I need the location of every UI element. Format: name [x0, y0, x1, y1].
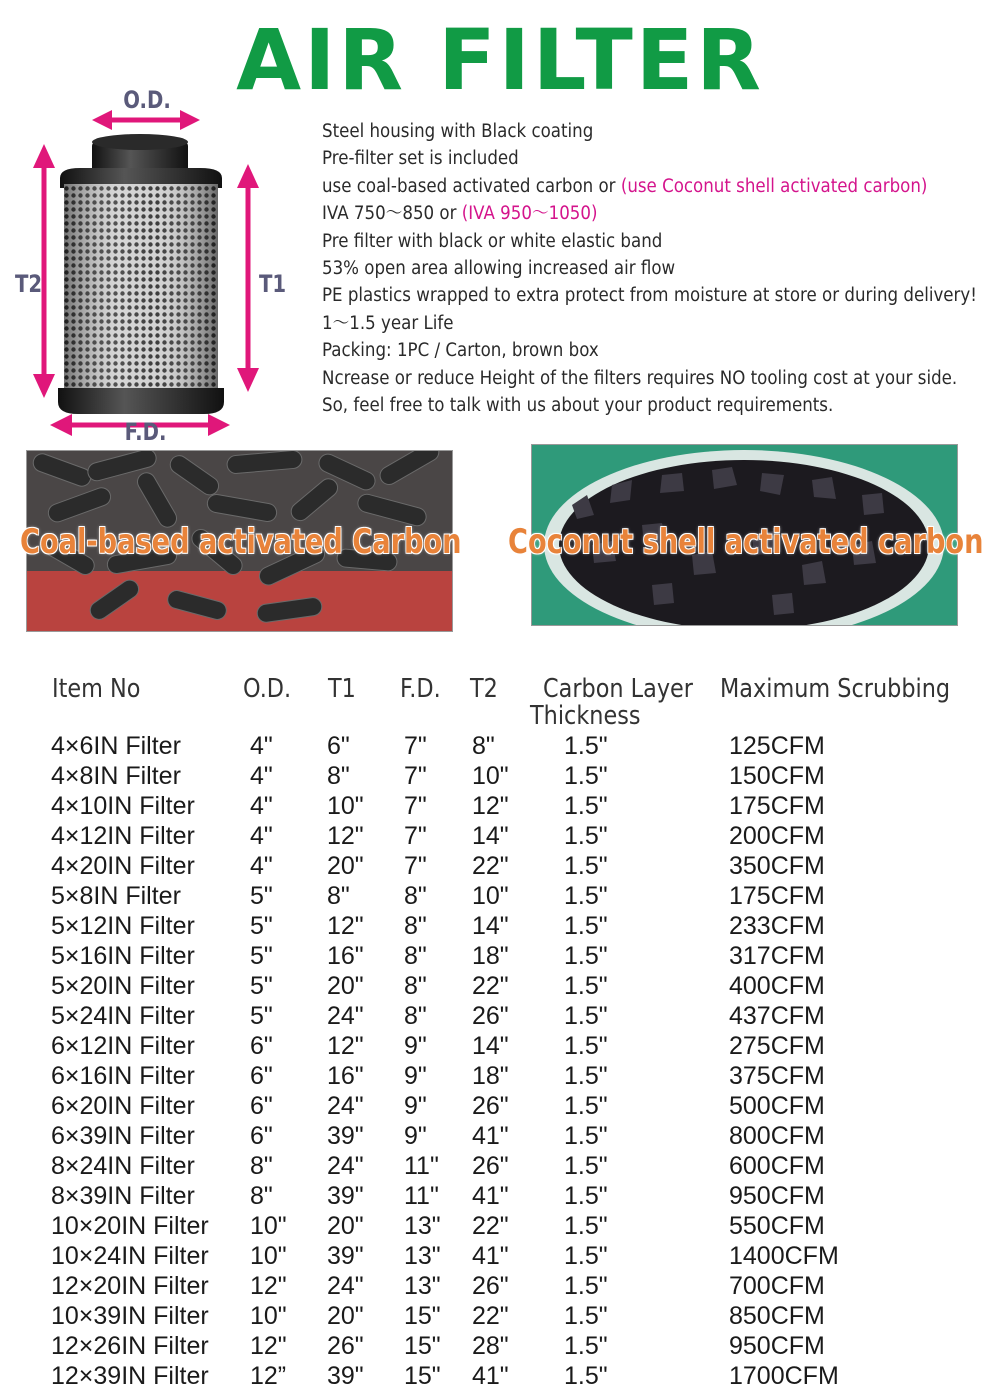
table-row — [0, 911, 1000, 941]
cell-carbon-thickness: 1.5" — [564, 732, 608, 760]
cell-carbon-thickness: 1.5" — [564, 1182, 608, 1210]
table-row — [0, 971, 1000, 1001]
cell-t1: 8" — [327, 882, 350, 910]
cell-od: 10" — [250, 1302, 287, 1330]
cell-item-no: 4×12IN Filter — [51, 822, 195, 850]
cell-item-no: 12×26IN Filter — [51, 1332, 209, 1360]
cell-t2: 14" — [472, 1032, 509, 1060]
cell-fd: 13" — [404, 1212, 441, 1240]
header-max-scrubbing: Maximum Scrubbing — [720, 674, 951, 704]
cell-t2: 14" — [472, 822, 509, 850]
cell-item-no: 8×24IN Filter — [51, 1152, 195, 1180]
cell-t1: 24" — [327, 1152, 364, 1180]
cell-od: 6" — [250, 1092, 273, 1120]
cell-t1: 12" — [327, 1032, 364, 1060]
cell-t2: 41" — [472, 1182, 509, 1210]
cell-fd: 9" — [404, 1122, 427, 1150]
cell-item-no: 4×8IN Filter — [51, 762, 181, 790]
cell-carbon-thickness: 1.5" — [564, 1272, 608, 1300]
spec-item: PE plastics wrapped to extra protect from moisture at store or during delivery! — [322, 285, 977, 307]
header-thickness: Thickness — [530, 701, 641, 731]
cell-t1: 24" — [327, 1092, 364, 1120]
cell-max-scrubbing: 175CFM — [729, 792, 825, 820]
cell-t1: 10" — [327, 792, 364, 820]
cell-od: 5" — [250, 912, 273, 940]
table-row — [0, 1061, 1000, 1091]
cell-carbon-thickness: 1.5" — [564, 792, 608, 820]
header-t2: T2 — [470, 674, 498, 704]
cell-fd: 11" — [404, 1152, 439, 1180]
cell-od: 6" — [250, 1122, 273, 1150]
cell-fd: 8" — [404, 972, 427, 1000]
cell-t2: 26" — [472, 1152, 509, 1180]
table-row — [0, 1211, 1000, 1241]
spec-item: use coal-based activated carbon or (use Coconut shell activated carbon) — [322, 175, 928, 197]
cell-item-no: 5×12IN Filter — [51, 912, 195, 940]
cell-max-scrubbing: 275CFM — [729, 1032, 825, 1060]
cell-t2: 18" — [472, 942, 509, 970]
spec-list — [322, 118, 992, 419]
cell-fd: 15" — [404, 1332, 441, 1360]
cell-max-scrubbing: 600CFM — [729, 1152, 825, 1180]
table-row — [0, 1301, 1000, 1331]
cell-t2: 10" — [472, 762, 509, 790]
cell-fd: 7" — [404, 852, 427, 880]
spec-item: 53% open area allowing increased air flow — [322, 257, 676, 279]
cell-max-scrubbing: 950CFM — [729, 1332, 825, 1360]
cell-fd: 15" — [404, 1362, 441, 1390]
cell-t1: 24" — [327, 1002, 364, 1030]
cell-od: 4" — [250, 792, 273, 820]
cell-t2: 26" — [472, 1272, 509, 1300]
cell-t2: 8" — [472, 732, 495, 760]
spec-highlight: (IVA 950～1050) — [461, 203, 598, 225]
cell-item-no: 4×10IN Filter — [51, 792, 195, 820]
cell-od: 12” — [250, 1362, 287, 1390]
cell-t1: 39" — [327, 1242, 364, 1270]
cell-t1: 26" — [327, 1332, 364, 1360]
cell-od: 10" — [250, 1212, 287, 1240]
cell-item-no: 10×39IN Filter — [51, 1302, 209, 1330]
cell-item-no: 5×16IN Filter — [51, 942, 195, 970]
cell-fd: 7" — [404, 822, 427, 850]
cell-item-no: 10×20IN Filter — [51, 1212, 209, 1240]
cell-max-scrubbing: 850CFM — [729, 1302, 825, 1330]
cell-od: 10" — [250, 1242, 287, 1270]
cell-item-no: 10×24IN Filter — [51, 1242, 209, 1270]
cell-t2: 41" — [472, 1242, 509, 1270]
table-row — [0, 1121, 1000, 1151]
page-title: AIR FILTER — [236, 11, 764, 109]
cell-od: 4" — [250, 732, 273, 760]
table-row — [0, 941, 1000, 971]
table-row — [0, 761, 1000, 791]
spec-item: Pre filter with black or white elastic band — [322, 230, 663, 252]
cell-max-scrubbing: 233CFM — [729, 912, 825, 940]
cell-fd: 13" — [404, 1242, 441, 1270]
cell-fd: 9" — [404, 1062, 427, 1090]
cell-fd: 7" — [404, 762, 427, 790]
cell-item-no: 4×20IN Filter — [51, 852, 195, 880]
header-item-no: Item No — [52, 674, 141, 704]
cell-t2: 41" — [472, 1362, 509, 1390]
cell-carbon-thickness: 1.5" — [564, 1122, 608, 1150]
cell-t1: 20" — [327, 1302, 364, 1330]
spec-item: Packing: 1PC / Carton, brown box — [322, 340, 599, 362]
cell-carbon-thickness: 1.5" — [564, 852, 608, 880]
cell-fd: 7" — [404, 732, 427, 760]
cell-od: 4" — [250, 852, 273, 880]
cell-max-scrubbing: 1400CFM — [729, 1242, 839, 1270]
filter-illustration — [0, 80, 310, 450]
cell-t1: 16" — [327, 942, 364, 970]
table-row — [0, 1001, 1000, 1031]
coconut-carbon-label: Coconut shell activated carbon — [508, 522, 984, 562]
spec-item: Ncrease or reduce Height of the filters requires NO tooling cost at your side. — [322, 367, 958, 389]
cell-od: 8" — [250, 1182, 273, 1210]
table-row — [0, 1151, 1000, 1181]
cell-max-scrubbing: 317CFM — [729, 942, 825, 970]
spec-item: Pre-filter set is included — [322, 148, 519, 170]
cell-t2: 26" — [472, 1092, 509, 1120]
cell-item-no: 6×16IN Filter — [51, 1062, 195, 1090]
cell-max-scrubbing: 150CFM — [729, 762, 825, 790]
cell-od: 6" — [250, 1062, 273, 1090]
t1-label: T1 — [258, 270, 287, 298]
cell-fd: 7" — [404, 792, 427, 820]
cell-fd: 8" — [404, 1002, 427, 1030]
spec-highlight: (use Coconut shell activated carbon) — [620, 175, 928, 197]
cell-item-no: 12×39IN Filter — [51, 1362, 209, 1390]
cell-od: 5" — [250, 972, 273, 1000]
cell-carbon-thickness: 1.5" — [564, 1212, 608, 1240]
cell-max-scrubbing: 950CFM — [729, 1182, 825, 1210]
cell-max-scrubbing: 400CFM — [729, 972, 825, 1000]
cell-carbon-thickness: 1.5" — [564, 1242, 608, 1270]
cell-carbon-thickness: 1.5" — [564, 1032, 608, 1060]
cell-fd: 8" — [404, 912, 427, 940]
cell-od: 4" — [250, 762, 273, 790]
cell-max-scrubbing: 800CFM — [729, 1122, 825, 1150]
table-row — [0, 881, 1000, 911]
cell-t2: 22" — [472, 1302, 509, 1330]
cell-t1: 12" — [327, 822, 364, 850]
cell-max-scrubbing: 700CFM — [729, 1272, 825, 1300]
spec-item: So, feel free to talk with us about your product requirements. — [322, 394, 834, 416]
cell-od: 8" — [250, 1152, 273, 1180]
cell-od: 12" — [250, 1332, 287, 1360]
cell-max-scrubbing: 175CFM — [729, 882, 825, 910]
cell-t1: 20" — [327, 972, 364, 1000]
cell-t2: 14" — [472, 912, 509, 940]
cell-t1: 16" — [327, 1062, 364, 1090]
cell-fd: 15" — [404, 1302, 441, 1330]
spec-item: IVA 750～850 or (IVA 950～1050) — [322, 203, 598, 225]
cell-od: 5" — [250, 882, 273, 910]
cell-od: 5" — [250, 1002, 273, 1030]
cell-carbon-thickness: 1.5" — [564, 762, 608, 790]
cell-fd: 9" — [404, 1032, 427, 1060]
cell-carbon-thickness: 1.5" — [564, 1332, 608, 1360]
fd-label: F.D. — [124, 418, 167, 446]
cell-carbon-thickness: 1.5" — [564, 1062, 608, 1090]
table-row — [0, 1091, 1000, 1121]
cell-item-no: 5×20IN Filter — [51, 972, 195, 1000]
header-carbon-layer: Carbon Layer — [543, 674, 694, 704]
cell-t2: 26" — [472, 1002, 509, 1030]
cell-t1: 12" — [327, 912, 364, 940]
spec-item: Steel housing with Black coating — [322, 121, 594, 142]
cell-max-scrubbing: 1700CFM — [729, 1362, 839, 1390]
cell-item-no: 6×20IN Filter — [51, 1092, 195, 1120]
table-row — [0, 1331, 1000, 1361]
cell-t1: 39" — [327, 1362, 364, 1390]
cell-carbon-thickness: 1.5" — [564, 1092, 608, 1120]
cell-carbon-thickness: 1.5" — [564, 822, 608, 850]
cell-max-scrubbing: 375CFM — [729, 1062, 825, 1090]
bottom-cap — [58, 388, 224, 414]
cell-carbon-thickness: 1.5" — [564, 972, 608, 1000]
table-row — [0, 1181, 1000, 1211]
coal-carbon-label: Coal-based activated Carbon — [20, 522, 462, 562]
table-row — [0, 821, 1000, 851]
cell-od: 5" — [250, 942, 273, 970]
cell-item-no: 5×8IN Filter — [51, 882, 181, 910]
cell-carbon-thickness: 1.5" — [564, 1362, 608, 1390]
cell-carbon-thickness: 1.5" — [564, 912, 608, 940]
cell-t1: 39" — [327, 1182, 364, 1210]
cell-carbon-thickness: 1.5" — [564, 1302, 608, 1330]
cell-carbon-thickness: 1.5" — [564, 1002, 608, 1030]
t1-arrow — [237, 164, 259, 392]
cell-max-scrubbing: 125CFM — [729, 732, 825, 760]
cell-carbon-thickness: 1.5" — [564, 1152, 608, 1180]
cell-fd: 8" — [404, 942, 427, 970]
table-row — [0, 1361, 1000, 1391]
cell-t2: 12" — [472, 792, 509, 820]
cell-fd: 9" — [404, 1092, 427, 1120]
table-row — [0, 731, 1000, 761]
table-row — [0, 791, 1000, 821]
cell-max-scrubbing: 437CFM — [729, 1002, 825, 1030]
header-fd: F.D. — [400, 674, 441, 704]
cell-item-no: 5×24IN Filter — [51, 1002, 195, 1030]
cell-item-no: 8×39IN Filter — [51, 1182, 195, 1210]
cell-item-no: 12×20IN Filter — [51, 1272, 209, 1300]
cell-max-scrubbing: 550CFM — [729, 1212, 825, 1240]
cell-max-scrubbing: 350CFM — [729, 852, 825, 880]
od-label: O.D. — [123, 86, 171, 114]
cell-t2: 18" — [472, 1062, 509, 1090]
cell-od: 4" — [250, 822, 273, 850]
t2-label: T2 — [14, 270, 43, 298]
cell-item-no: 6×12IN Filter — [51, 1032, 195, 1060]
cell-t1: 20" — [327, 1212, 364, 1240]
cell-t2: 41" — [472, 1122, 509, 1150]
cell-max-scrubbing: 200CFM — [729, 822, 825, 850]
cell-t2: 10" — [472, 882, 509, 910]
header-t1: T1 — [328, 674, 356, 704]
header-od: O.D. — [243, 674, 292, 704]
cell-fd: 11" — [404, 1182, 439, 1210]
cell-item-no: 6×39IN Filter — [51, 1122, 195, 1150]
cell-t2: 22" — [472, 852, 509, 880]
cell-carbon-thickness: 1.5" — [564, 882, 608, 910]
cell-od: 6" — [250, 1032, 273, 1060]
cell-fd: 8" — [404, 882, 427, 910]
cell-t2: 22" — [472, 1212, 509, 1240]
cell-t1: 6" — [327, 732, 350, 760]
table-row — [0, 1271, 1000, 1301]
cell-t2: 28" — [472, 1332, 509, 1360]
cell-t1: 8" — [327, 762, 350, 790]
cell-od: 12" — [250, 1272, 287, 1300]
cell-t1: 20" — [327, 852, 364, 880]
cell-item-no: 4×6IN Filter — [51, 732, 181, 760]
cell-t1: 39" — [327, 1122, 364, 1150]
filter-diagram — [0, 80, 310, 450]
table-row — [0, 1241, 1000, 1271]
cell-fd: 13" — [404, 1272, 441, 1300]
spec-item: 1～1.5 year Life — [322, 312, 454, 334]
cell-max-scrubbing: 500CFM — [729, 1092, 825, 1120]
cell-t1: 24" — [327, 1272, 364, 1300]
table-row — [0, 1031, 1000, 1061]
cell-t2: 22" — [472, 972, 509, 1000]
cell-carbon-thickness: 1.5" — [564, 942, 608, 970]
table-row — [0, 851, 1000, 881]
